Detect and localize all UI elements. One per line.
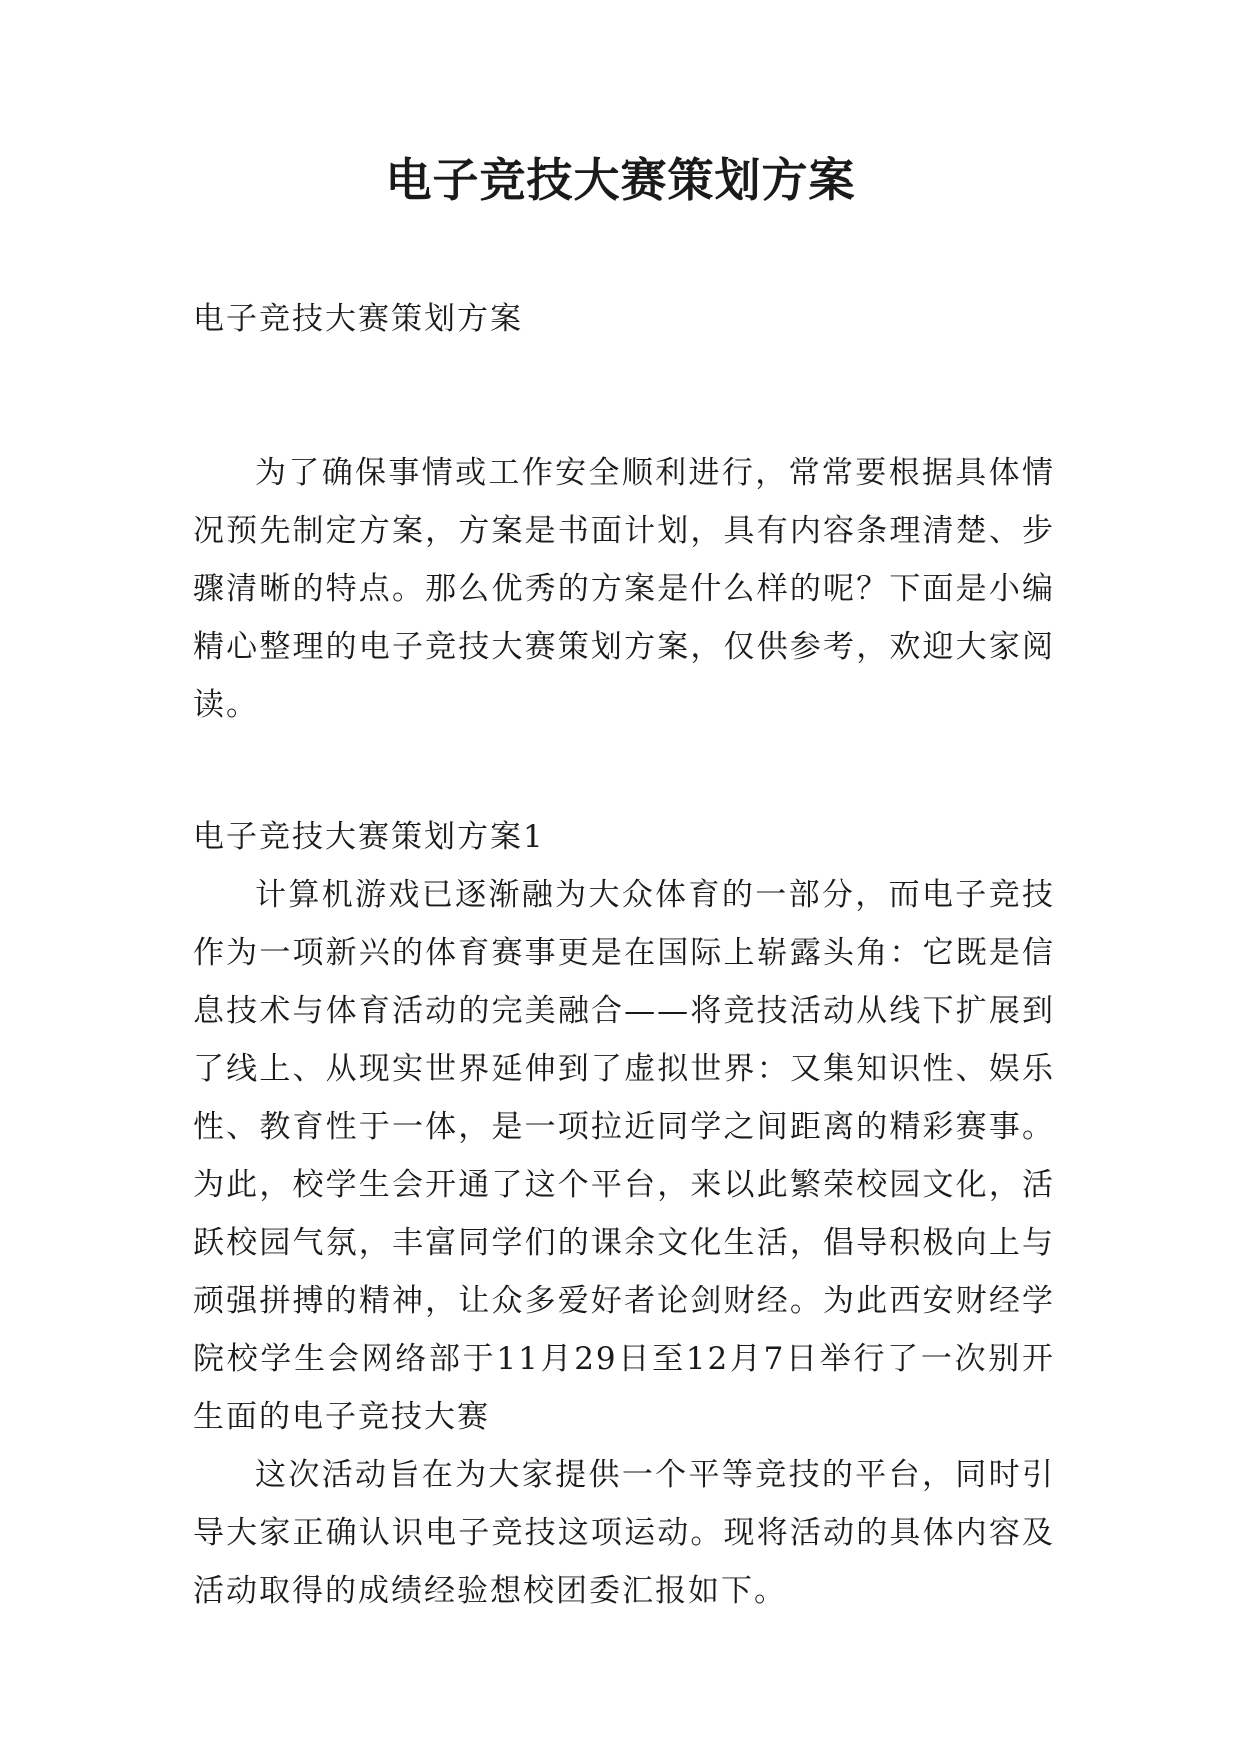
spacer [193, 348, 1055, 444]
body-paragraph: 计算机游戏已逐渐融为大众体育的一部分，而电子竞技作为一项新兴的体育赛事更是在国际上崭露头角：它既是信息技术与体育活动的完美融合——将竞技活动从线下扩展到了线上、从现实世界延伸到了虚拟世界：又集知识性、娱乐性、教育性于一体，是一项拉近同学之间距离的精彩赛事。为此，校学生会开通了这个平台，来以此繁荣校园文化，活跃校园气氛，丰富同学们的课余文化生活，倡导积极向上与顽强拼搏的精神，让众多爱好者论剑财经。为此西安财经学院校学生会网络部于11月29日至12月7日举行了一次别开生面的电子竞技大赛 [193, 877, 1055, 1435]
document-body [193, 290, 1055, 1620]
spacer [193, 734, 1055, 808]
body-paragraph: 这次活动旨在为大家提供一个平等竞技的平台，同时引导大家正确认识电子竞技这项运动。现将活动的具体内容及活动取得的成绩经验想校团委汇报如下。 [193, 1457, 1055, 1609]
document-subtitle: 电子竞技大赛策划方案 [193, 301, 523, 337]
intro-paragraph: 为了确保事情或工作安全顺利进行，常常要根据具体情况预先制定方案，方案是书面计划，具有内容条理清楚、步骤清晰的特点。那么优秀的方案是什么样的呢？下面是小编精心整理的电子竞技大赛策划方案，仅供参考，欢迎大家阅读。 [193, 455, 1055, 723]
section-heading: 电子竞技大赛策划方案1 [193, 819, 545, 855]
document-title: 电子竞技大赛策划方案 [385, 153, 856, 207]
